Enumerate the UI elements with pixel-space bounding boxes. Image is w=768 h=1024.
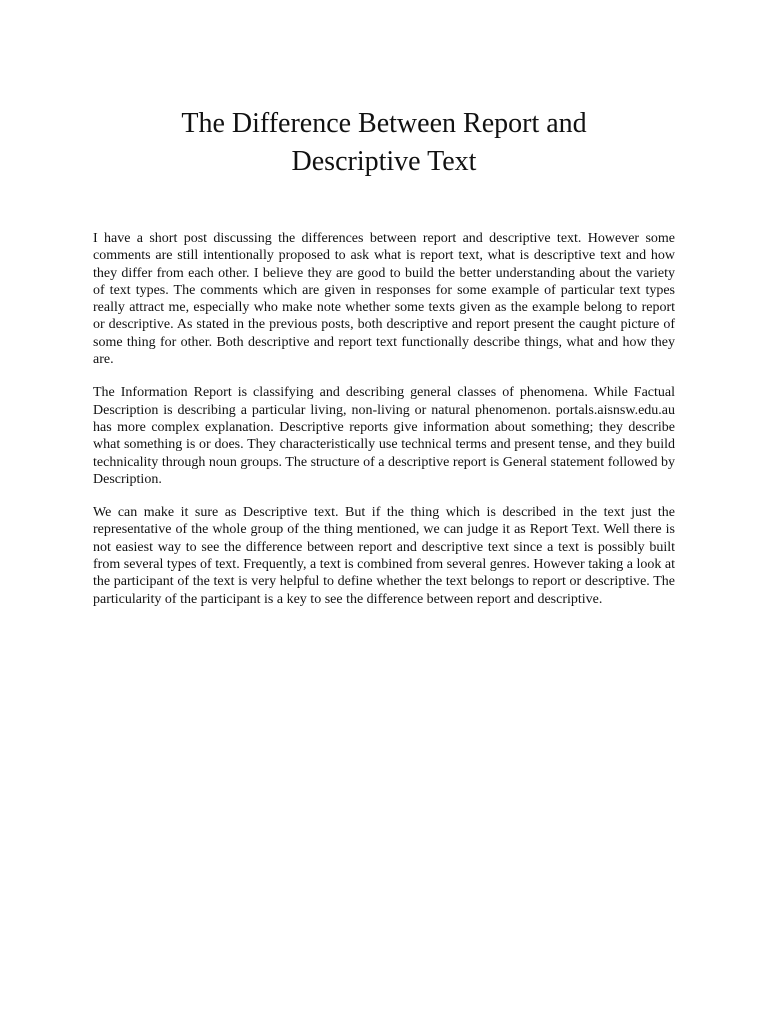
- paragraph-2: The Information Report is classifying and describing general classes of phenomena. While Factual Description is describing a particular living, non-living or natural phenomenon. portals.aisnsw.edu.au has more complex explanation. Descriptive reports give information about something; they describe what something is or does. They characteristically use technical terms and present tense, and they build technicality through noun groups. The structure of a descriptive report is General statement followed by Description.: [93, 385, 675, 487]
- title-line-1: The Difference Between Report and: [181, 108, 587, 139]
- document-body: [93, 230, 675, 624]
- document-title: [92, 105, 676, 181]
- title-line-2: Descriptive Text: [291, 146, 477, 177]
- paragraph-1: I have a short post discussing the differences between report and descriptive text. However some comments are still intentionally proposed to ask what is report text, what is descriptive text and how they differ from each other. I believe they are good to build the better understanding about the variety of text types. The comments which are given in responses for some example of particular text types really attract me, especially who make note whether some texts given as the example belong to report or descriptive. As stated in the previous posts, both descriptive and report present the caught picture of some thing for other. Both descriptive and report text functionally describe things, what and how they are.: [93, 231, 675, 368]
- paragraph-3: We can make it sure as Descriptive text. But if the thing which is described in the text just the representative of the whole group of the thing mentioned, we can judge it as Report Text. Well there is not easiest way to see the difference between report and descriptive text since a text is possibly built from several types of text. Frequently, a text is combined from several genres. However taking a look at the participant of the text is very helpful to define whether the text belongs to report or descriptive. The particularity of the participant is a key to see the difference between report and descriptive.: [93, 505, 675, 607]
